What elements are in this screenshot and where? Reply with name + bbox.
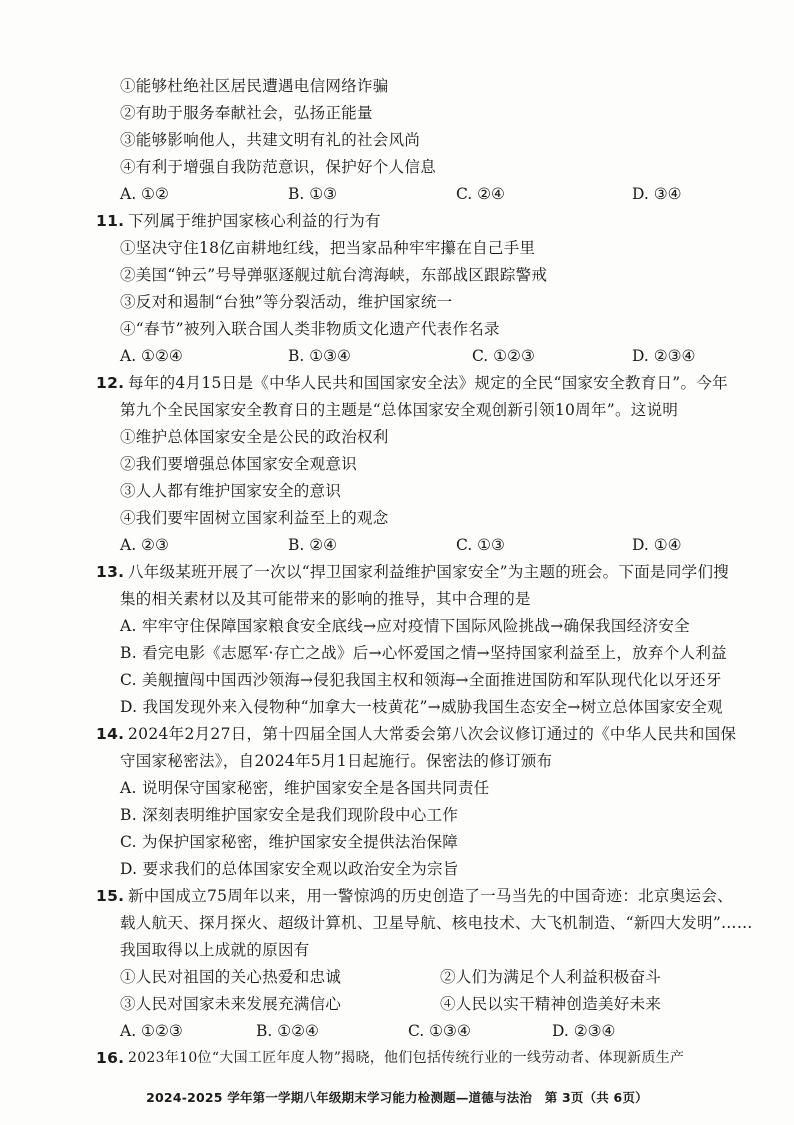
- q11-option-d: D. ②③④: [632, 347, 696, 365]
- page-footer: 2024-2025 学年第一学期八年级期末学习能力检测题—道德与法治 第 3页（共 6页）: [146, 1090, 648, 1105]
- q14-stem-1: 2024年2月27日，第十四届全国人大常委会第八次会议修订通过的《中华人民共和国保: [128, 725, 737, 743]
- q10-option-b: B. ①③: [288, 185, 338, 203]
- q11-option-b: B. ①③④: [288, 347, 351, 365]
- q14-option-a: A. 说明保守国家秘密，维护国家安全是各国共同责任: [120, 779, 490, 797]
- q10-item-1: ①能够杜绝社区居民遭遇电信网络诈骗: [120, 77, 389, 95]
- q16-number: 16.: [96, 1049, 125, 1067]
- q14-option-c: C. 为保护国家秘密，维护国家安全提供法治保障: [120, 833, 459, 851]
- q13-option-c: C. 美舰擅闯中国西沙领海→侵犯我国主权和领海→全面推进国防和军队现代化以牙还牙: [120, 671, 722, 689]
- q10-item-3: ③能够影响他人，共建文明有礼的社会风尚: [120, 131, 421, 149]
- q16-stem-1: 2023年10位“大国工匠年度人物”揭晓，他们包括传统行业的一线劳动者、体现新质生产: [128, 1050, 685, 1066]
- q15-stem-1: 新中国成立75周年以来，用一警惊鸿的历史创造了一马当先的中国奇迹：北京奥运会、: [128, 887, 733, 905]
- q12-option-c: C. ①③: [456, 536, 505, 554]
- q15-item-2: ②人们为满足个人利益积极奋斗: [440, 968, 662, 986]
- q10-option-a: A. ①②: [120, 185, 169, 203]
- q13-number: 13.: [96, 563, 125, 581]
- q15-stem-3: 我国取得以上成就的原因有: [120, 941, 310, 959]
- q14-stem-2: 守国家秘密法》，自2024年5月1日起施行。保密法的修订颁布: [120, 752, 553, 770]
- q12-option-d: D. ①④: [632, 536, 682, 554]
- q14-number: 14.: [96, 725, 125, 743]
- q11-option-c: C. ①②③: [472, 347, 535, 365]
- q13-stem-1: 八年级某班开展了一次以“捍卫国家利益维护国家安全”为主题的班会。下面是同学们搜: [128, 563, 730, 581]
- q15-option-a: A. ①②③: [120, 1022, 183, 1040]
- q11-number: 11.: [96, 212, 125, 230]
- q15-item-1: ①人民对祖国的关心热爱和忠诚: [120, 968, 342, 986]
- q12-stem-1: 每年的4月15日是《中华人民共和国国家安全法》规定的全民“国家安全教育日”。今年: [128, 374, 728, 392]
- q12-item-3: ③人人都有维护国家安全的意识: [120, 482, 342, 500]
- q14-option-b: B. 深刻表明维护国家安全是我们现阶段中心工作: [120, 806, 459, 824]
- q11-item-2: ②美国“钟云”号导弹驱逐舰过航台湾海峡，东部战区跟踪警戒: [120, 266, 548, 284]
- q12-option-a: A. ②③: [120, 536, 169, 554]
- q15-item-4: ④人民以实干精神创造美好未来: [440, 995, 662, 1013]
- q14-option-d: D. 要求我们的总体国家安全观以政治安全为宗旨: [120, 860, 459, 878]
- q10-option-c: C. ②④: [456, 185, 505, 203]
- q12-stem-2: 第九个全民国家安全教育日的主题是“总体国家安全观创新引领10周年”。这说明: [120, 401, 679, 419]
- q15-option-b: B. ①②④: [256, 1022, 319, 1040]
- q13-option-b: B. 看完电影《志愿军·存亡之战》后→心怀爱国之情→坚持国家利益至上，放弃个人利益: [120, 644, 727, 662]
- q10-item-2: ②有助于服务奉献社会，弘扬正能量: [120, 104, 373, 122]
- q11-stem: 下列属于维护国家核心利益的行为有: [128, 212, 381, 230]
- q11-item-1: ①坚决守住18亿亩耕地红线，把当家品种牢牢攥在自己手里: [120, 239, 536, 257]
- q11-item-3: ③反对和遏制“台独”等分裂活动，维护国家统一: [120, 293, 453, 311]
- q15-item-3: ③人民对国家未来发展充满信心: [120, 995, 342, 1013]
- q12-number: 12.: [96, 374, 125, 392]
- q11-item-4: ④“春节”被列入联合国人类非物质文化遗产代表作名录: [120, 320, 500, 338]
- q15-option-c: C. ①③④: [408, 1022, 471, 1040]
- q12-item-4: ④我们要牢固树立国家利益至上的观念: [120, 509, 389, 527]
- q10-option-d: D. ③④: [632, 185, 682, 203]
- q12-item-2: ②我们要增强总体国家安全观意识: [120, 455, 358, 473]
- q12-option-b: B. ②④: [288, 536, 338, 554]
- q13-option-d: D. 我国发现外来入侵物种“加拿大一枝黄花”→威胁我国生态安全→树立总体国家安全观: [120, 698, 723, 716]
- q15-option-d: D. ②③④: [552, 1022, 616, 1040]
- q13-stem-2: 集的相关素材以及其可能带来的影响的推导，其中合理的是: [120, 590, 531, 608]
- q11-option-a: A. ①②④: [120, 347, 183, 365]
- q12-item-1: ①维护总体国家安全是公民的政治权利: [120, 428, 389, 446]
- q15-stem-2: 载人航天、探月探火、超级计算机、卫星导航、核电技术、大飞机制造、“新四大发明”……: [120, 914, 753, 932]
- q15-number: 15.: [96, 887, 125, 905]
- q10-item-4: ④有利于增强自我防范意识，保护好个人信息: [120, 158, 437, 176]
- q13-option-a: A. 牢牢守住保障国家粮食安全底线→应对疫情下国际风险挑战→确保我国经济安全: [120, 617, 690, 635]
